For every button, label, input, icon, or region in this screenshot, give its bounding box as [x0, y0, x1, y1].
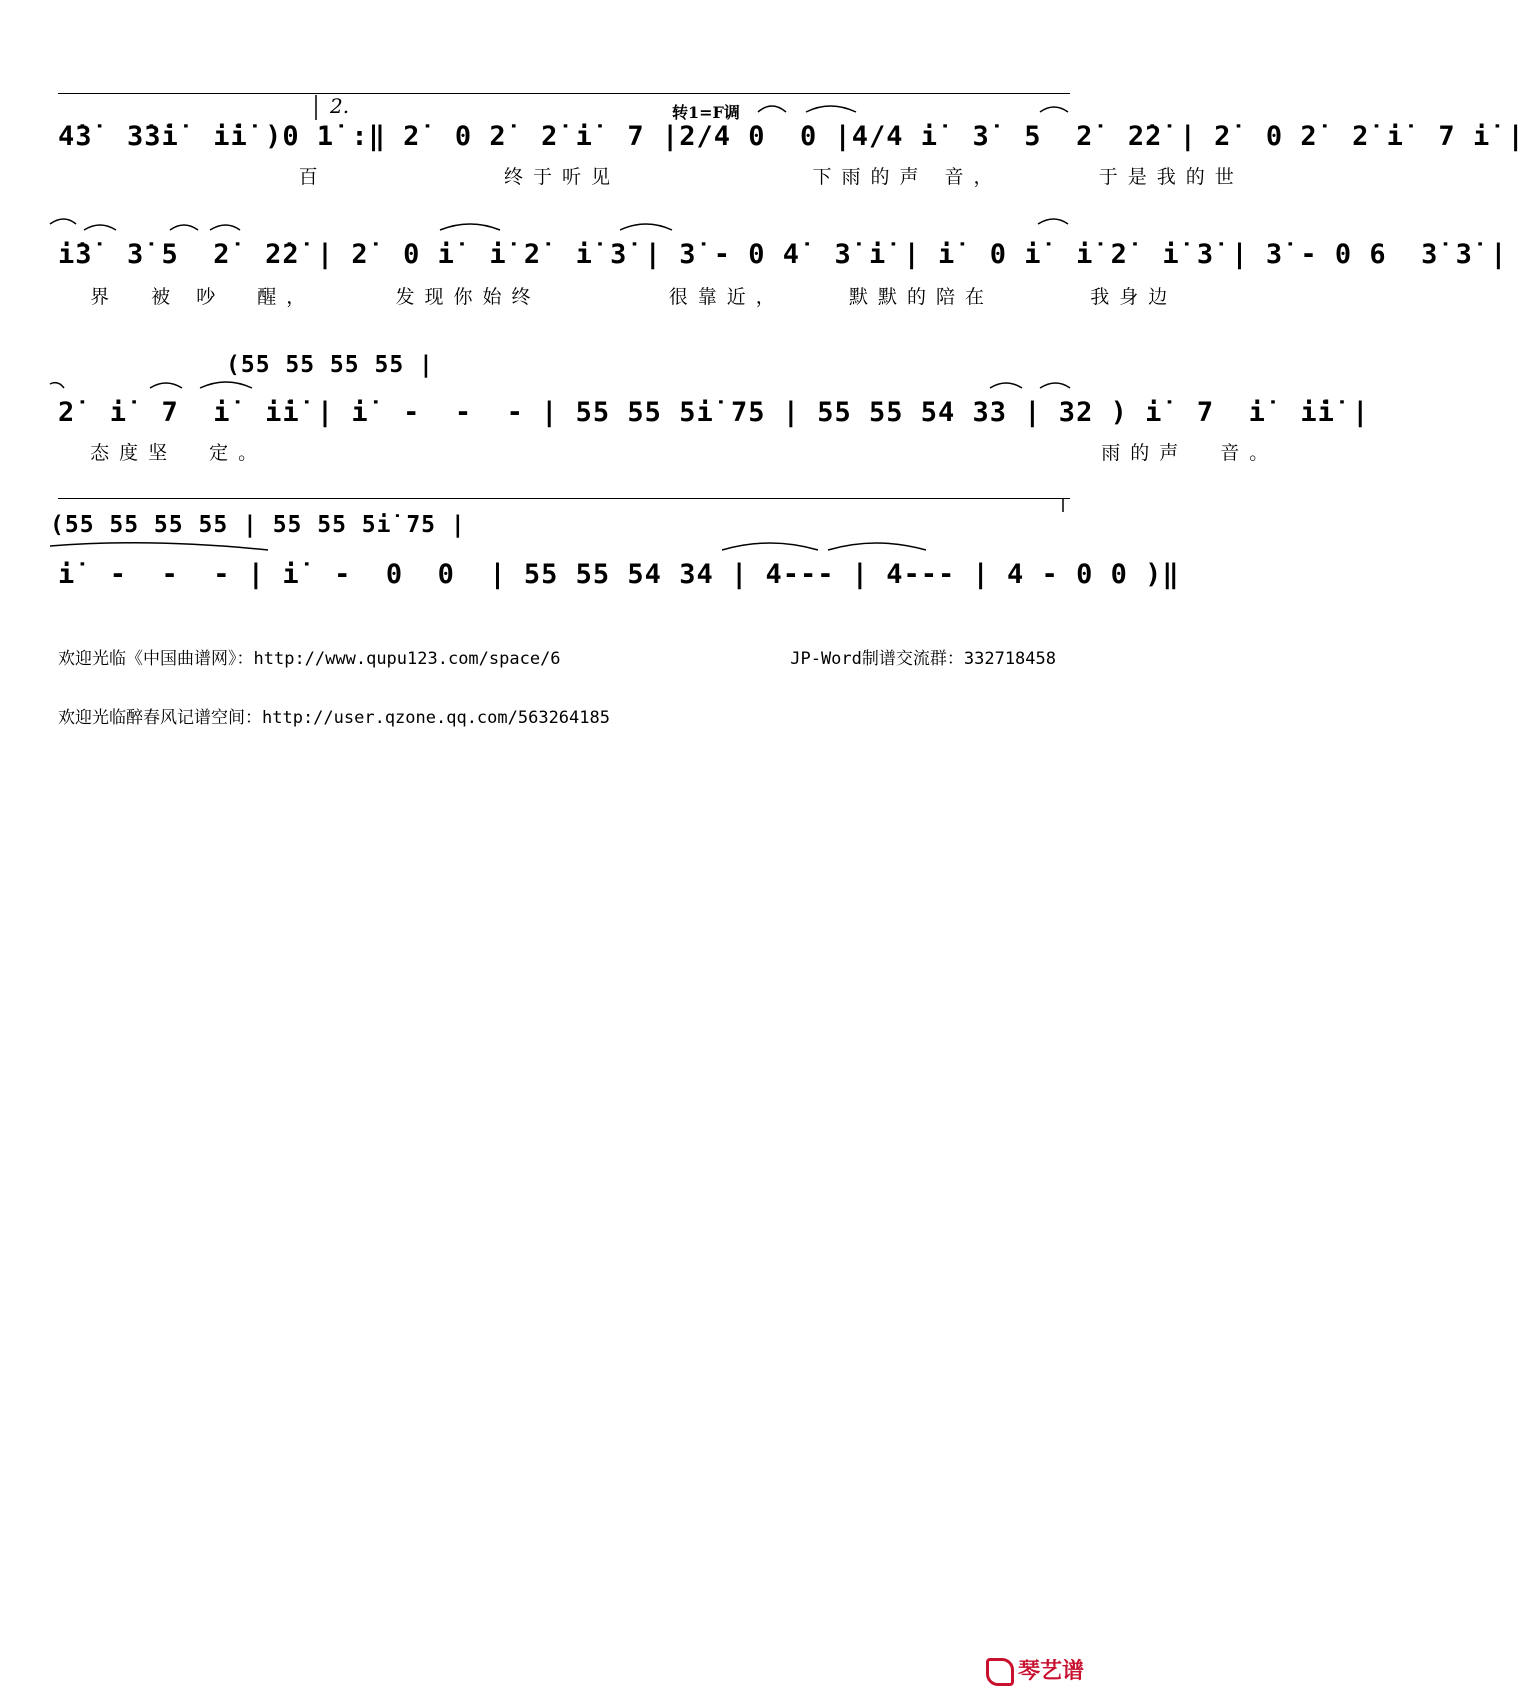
key-change-label: 转1=F调: [672, 103, 740, 122]
footer-group-info: JP-Word制谱交流群：332718458: [790, 649, 1056, 669]
watermark-logo: [986, 1654, 1084, 1686]
lyrics-row: 界 被 吵 醒， 发现你始终 很靠近， 默默的陪在 我身边: [58, 286, 1178, 308]
logo-icon: [986, 1658, 1014, 1686]
notation-row: 4̇3̇ 3̇3̇i̇ i̇i̇ )0 1̇ :‖ 2̇ 0 2̇ 2̇ i̇ 7 |2/4 0 0 |4/4 i̇ 3̇ 5 2̇ 2̇2̇ | 2̇ 0 2̇ 2̇ i̇ 7 i̇ |: [58, 121, 1525, 152]
lyrics-row: 百 终于听见 下雨的声 音， 于是我的世: [58, 166, 1244, 188]
watermark-text: 琴艺谱: [1017, 1659, 1084, 1684]
volta-2: 2.: [330, 94, 350, 118]
notation-row: i̇ - - - | i̇ - 0 0 | 55 55 54 34 | 4--- | 4--- | 4 - 0 0 )‖: [58, 559, 1180, 590]
footer-site-link[interactable]: 欢迎光临《中国曲谱网》：http://www.qupu123.com/space/6: [58, 649, 561, 669]
accompaniment-row: (55 55 55 55 | 55 55 5i̇ 75 |: [50, 512, 466, 538]
accompaniment-row: (55 55 55 55 |: [226, 352, 434, 378]
footer-space-link[interactable]: 欢迎光临醉春风记谱空间：http://user.qzone.qq.com/563264185: [58, 708, 610, 728]
notation-row: i̇3̇ 3̇ 5 2̇ 2̇2̇ | 2̇ 0 i̇ i̇ 2̇ i̇ 3̇ | 3̇ - 0 4̇ 3̇ i̇ | i̇ 0 i̇ i̇ 2̇ i̇ 3̇ | 3̇ - 0 6 3̇ 3̇ |: [58, 239, 1508, 270]
notation-row: 2̇ i̇ 7 i̇ i̇i̇ | i̇ - - - | 55 55 5i̇ 75 | 55 55 54 33 | 32 ) i̇ 7 i̇ i̇i̇ |: [58, 397, 1370, 428]
lyrics-row: 态度坚 定。 雨的声 音。: [58, 442, 1279, 464]
